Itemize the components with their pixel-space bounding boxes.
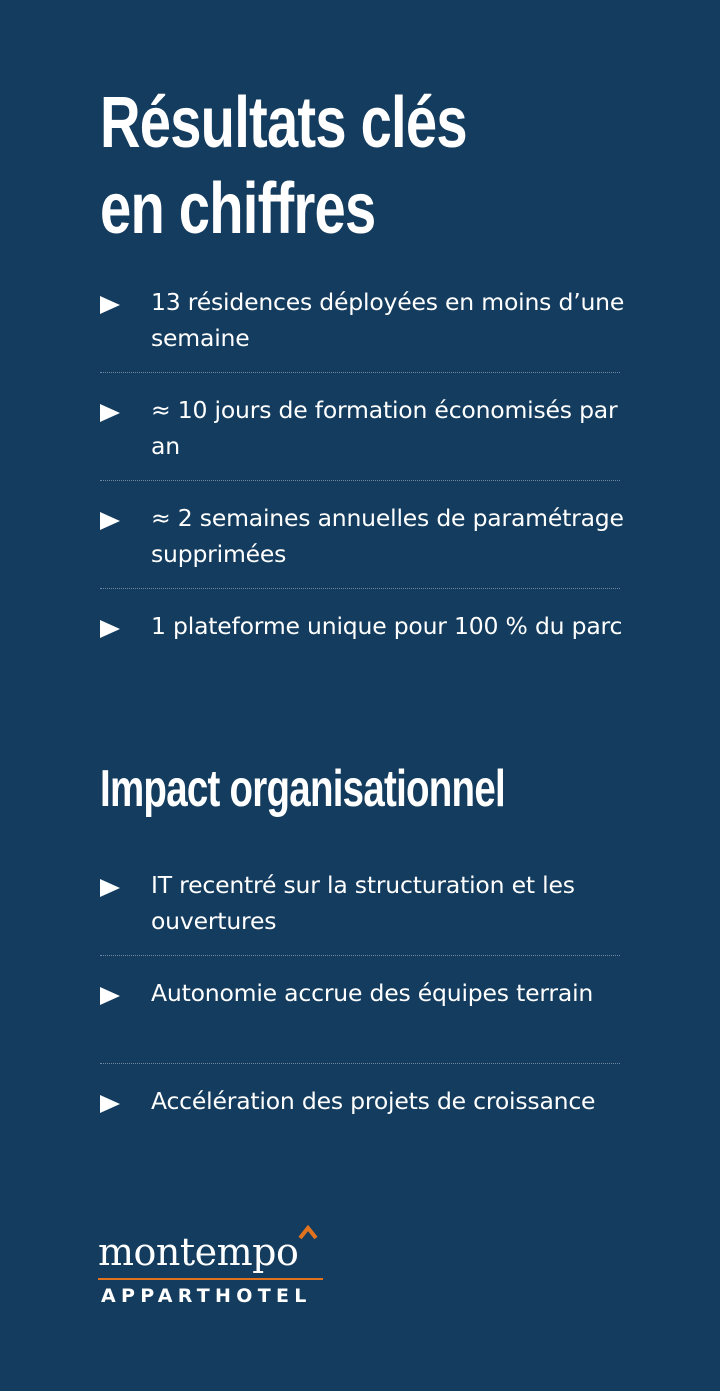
list-item-text: IT recentré sur la structuration et les ouvertures [151, 871, 575, 935]
play-arrow-icon [100, 620, 120, 638]
divider [100, 480, 620, 481]
play-arrow-icon [100, 1095, 120, 1113]
play-arrow-icon [100, 879, 120, 897]
divider [100, 1063, 620, 1064]
list-item [100, 1083, 620, 1191]
results-list [100, 284, 625, 716]
list-item-text: 13 résidences déployées en moins d’une semaine [151, 288, 625, 352]
divider [100, 955, 620, 956]
results-title-line1: Résultats clés [100, 83, 467, 163]
logo-hat-icon [298, 1224, 318, 1244]
play-arrow-icon [100, 404, 120, 422]
logo-underline [98, 1278, 323, 1280]
list-item [100, 867, 620, 975]
divider [100, 588, 620, 589]
list-item [100, 608, 623, 716]
impact-list [100, 867, 620, 1191]
results-title [100, 80, 467, 252]
montempo-logo [98, 1222, 328, 1312]
list-item-text: ≈ 10 jours de formation économisés par an [151, 396, 618, 460]
divider [100, 372, 620, 373]
list-item-text: Autonomie accrue des équipes terrain [151, 979, 594, 1007]
play-arrow-icon [100, 987, 120, 1005]
impact-title: Impact organisationnel [100, 760, 505, 818]
list-item [100, 500, 624, 608]
list-item-text: Accélération des projets de croissance [151, 1087, 596, 1115]
list-item [100, 392, 620, 500]
logo-tagline: APPARTHOTEL [101, 1285, 312, 1307]
list-item [100, 284, 625, 392]
play-arrow-icon [100, 512, 120, 530]
list-item [100, 975, 620, 1083]
list-item-text: ≈ 2 semaines annuelles de paramétrage supprimées [151, 504, 624, 568]
list-item-text: 1 plateforme unique pour 100 % du parc [151, 612, 623, 640]
logo-wordmark: montempo [98, 1230, 299, 1274]
play-arrow-icon [100, 296, 120, 314]
results-title-line2: en chiffres [100, 169, 376, 249]
